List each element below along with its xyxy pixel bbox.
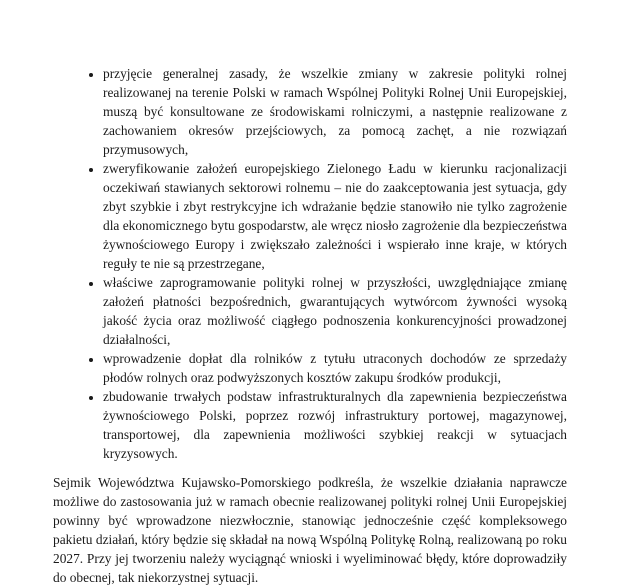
bullet-list [53,64,567,463]
list-item: • przyjęcie generalnej zasady, że wszelkie zmiany w zakresie polityki rolnej realizowanej na terenie Polski w ramach Wspólnej Polityki Rolnej Unii Europejskiej, muszą być konsultowane ze środowiskami rolniczymi, a następnie realizowane z zachowaniem okresów przejściowych, za pomocą zachęt, a nie rozwiązań przymusowych, [103,64,567,159]
list-item: • właściwe zaprogramowanie polityki rolnej w przyszłości, uwzględniające zmianę założeń płatności bezpośrednich, gwarantujących wytwórcom żywności wysoką jakość życia oraz możliwość ciągłego podnoszenia konkurencyjności prowadzonej działalności, [103,273,567,349]
list-item: • zbudowanie trwałych podstaw infrastrukturalnych dla zapewnienia bezpieczeństwa żywnościowego Polski, poprzez rozwój infrastruktury portowej, magazynowej, transportowej, dla zapewnienia możliwości szybkiej reakcji w sytuacjach kryzysowych. [103,387,567,463]
list-item: • zweryfikowanie założeń europejskiego Zielonego Ładu w kierunku racjonalizacji oczekiwań stawianych sektorowi rolnemu – nie do zaakceptowania jest sytuacja, gdy zbyt szybkie i zbyt restrykcyjne ich wdrażanie będzie stanowiło nie tylko zagrożenie dla ekonomicznego bytu gospodarstw, ale wręcz niosło zagrożenie dla bezpieczeństwa żywnościowego Europy i zwiększało zależności i wspierało inne kraje, w których reguły te nie są przestrzegane, [103,159,567,273]
document-text-block [53,64,567,587]
list-item: • wprowadzenie dopłat dla rolników z tytułu utraconych dochodów ze sprzedaży płodów rolnych oraz podwyższonych kosztów zakupu środków produkcji, [103,349,567,387]
closing-paragraph: Sejmik Województwa Kujawsko-Pomorskiego podkreśla, że wszelkie działania naprawcze możliwe do zastosowania już w ramach obecnie realizowanej polityki rolnej Unii Europejskiej powinny być wprowadzone niezwłocznie, stanowiąc jednocześnie część kompleksowego pakietu działań, który będzie się składał na nową Wspólną Politykę Rolną, realizowaną po roku 2027. Przy jej tworzeniu należy wyciągnąć wnioski i wyeliminować błędy, które doprowadziły do obecnej, tak niekorzystnej sytuacji. [53,475,567,585]
